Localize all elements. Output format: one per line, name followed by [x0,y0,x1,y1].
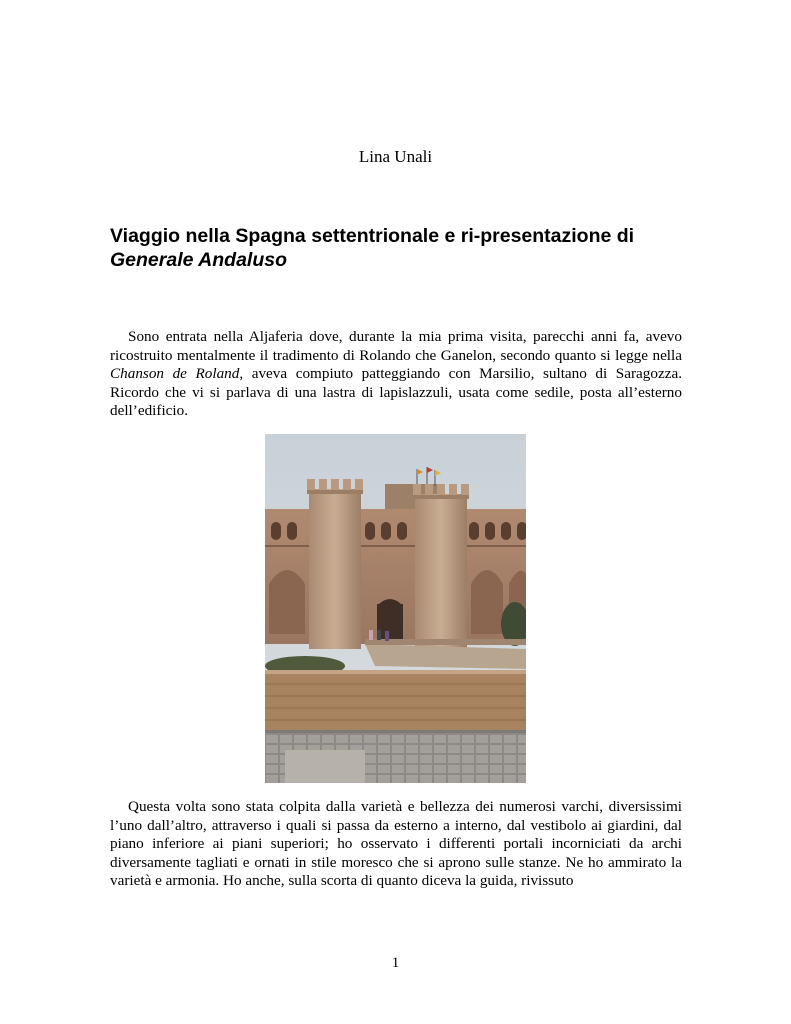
title-line-2: Generale Andaluso [110,249,287,271]
paragraph-1-text-a: Sono entrata nella Aljaferia dove, durante la mia prima visita, parecchi anni fa, avevo ricostruito mentalmente il tradimento di Rolando che Ganelon, secondo quanto si legge nella [110,328,682,364]
paragraph-2: Questa volta sono stata colpita dalla varietà e bellezza dei numerosi varchi, diversissimi l’uno dall’altro, attraverso i quali si passa da esterno a interno, dal vestibolo ai giardini, dal piano inferiore ai piani superiori; ho osservato i differenti portali incorniciati da archi diversamente tagliati e ornati in stile moresco che si aprono sulle stanze. Ne ho ammirato la varietà e armonia. Ho anche, sulla scorta di quanto diceva la guida, rivissuto [110,798,682,889]
title-line-1: Viaggio nella Spagna settentrionale e ri-presentazione di [110,225,635,247]
aljaferia-photo [265,434,526,783]
paragraph-1 [110,328,682,421]
author-name: Lina Unali [358,147,433,166]
page-number: 1 [391,955,400,971]
paragraph-1-italic-title: Chanson de Roland [110,365,240,382]
paragraph-1-text-b: , aveva compiuto patteggiando con Marsilio, sultano di Saragozza. Ricordo che vi si parlava di una lastra di lapislazzuli, usata come sedile, posta all’esterno dell’edificio. [110,365,682,419]
document-title [110,224,690,272]
